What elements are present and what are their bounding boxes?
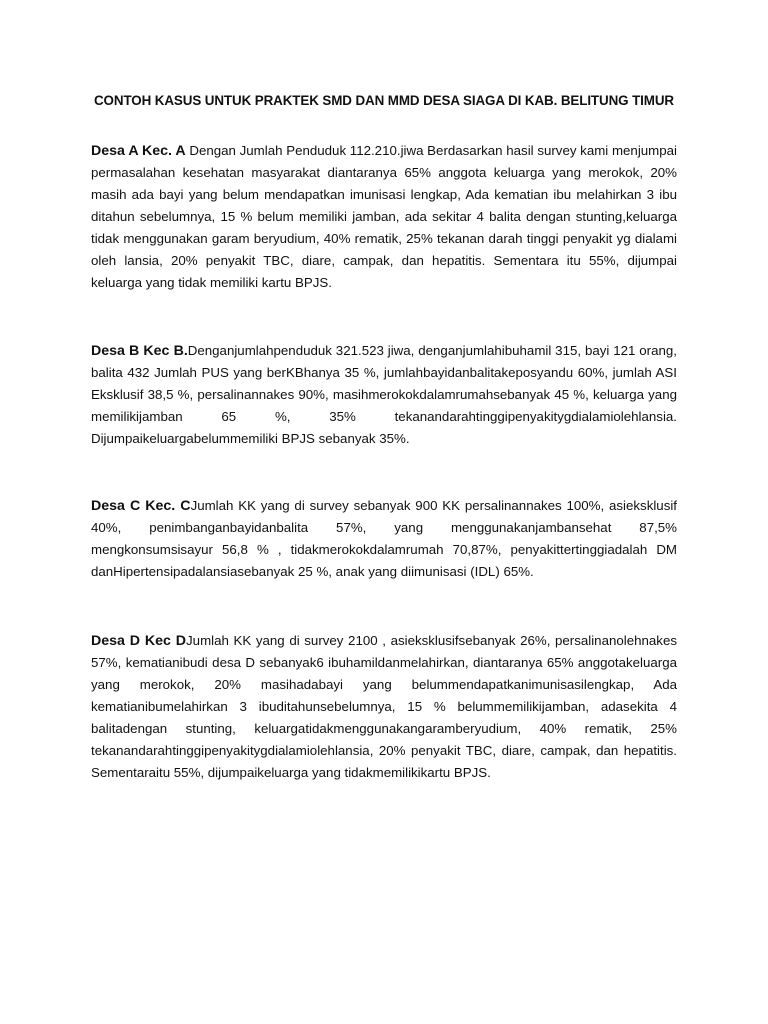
paragraph-heading: Desa C Kec. C xyxy=(91,498,191,515)
paragraph-desa-b xyxy=(91,340,677,450)
document-title: CONTOH KASUS UNTUK PRAKTEK SMD DAN MMD DESA SIAGA DI KAB. BELITUNG TIMUR xyxy=(93,93,674,108)
paragraph-body: Jumlah KK yang di survey sebanyak 900 KK persalinannakes 100%, asieksklusif 40%, penimbanganbayidanbalita 57%, yang menggunakanjambansehat 87,5% mengkonsumsisayur 56,8 % , tidakmerokokdalamrumah 70,87%, penyakittertinggiadalah DM danHipertensipadalansiasebanyak 25 %, anak yang diimunisasi (IDL) 65%. xyxy=(91,498,678,580)
paragraph-body: Denganjumlahpenduduk 321.523 jiwa, denganjumlahibuhamil 315, bayi 121 orang, balita 432 Jumlah PUS yang berKBhanya 35 %, jumlahbayidanbalitakeposyandu 60%, jumlah ASI Eksklusif 38,5 %, persalinannakes 90%, masihmerokokdalamrumahsebanyak 45 %, keluarga yang memilikijamban 65 %, 35% tekanandarahtinggipenyakitygdialamiolehlansia. Dijumpaikeluargabelummemiliki BPJS sebanyak 35%. xyxy=(91,343,677,447)
paragraph-heading: Desa B Kec B. xyxy=(91,343,188,360)
paragraph-desa-d xyxy=(91,630,677,784)
paragraph-heading: Desa D Kec D xyxy=(91,633,187,650)
paragraph-desa-c xyxy=(91,495,677,583)
paragraph-desa-a xyxy=(91,140,677,294)
paragraph-body: Dengan Jumlah Penduduk 112.210.jiwa Berdasarkan hasil survey kami menjumpai permasalahan kesehatan masyarakat diantaranya 65% anggota keluarga yang merokok, 20% masih ada bayi yang belum mendapatkan imunisasi lengkap, Ada kematian ibu melahirkan 3 ibu ditahun sebelumnya, 15 % belum memiliki jamban, ada sekitar 4 balita dengan stunting,keluarga tidak menggunakan garam beryudium, 40% rematik, 25% tekanan darah tinggi penyakit yg dialami oleh lansia, 20% penyakit TBC, diare, campak, dan hepatitis. Sementara itu 55%, dijumpai keluarga yang tidak memiliki kartu BPJS. xyxy=(91,143,677,291)
paragraph-body: Jumlah KK yang di survey 2100 , asieksklusifsebanyak 26%, persalinanolehnakes 57%, kematianibudi desa D sebanyak6 ibuhamildanmelahirkan, diantaranya 65% anggotakeluarga yang merokok, 20% masihadabayi yang belummendapatkanimunisasilengkap, Ada kematianibumelahirkan 3 ibuditahunsebelumnya, 15 % belummemilikijamban, adasekita 4 balitadengan stunting, keluargatidakmenggunakangaramberyudium, 40% rematik, 25% tekanandarahtinggipenyakitygdialamiolehlansia, 20% penyakit TBC, diare, campak, dan hepatitis. Sementaraitu 55%, dijumpaikeluarga yang tidakmemilikikartu BPJS. xyxy=(91,633,677,781)
paragraph-heading: Desa A Kec. A xyxy=(91,143,186,160)
